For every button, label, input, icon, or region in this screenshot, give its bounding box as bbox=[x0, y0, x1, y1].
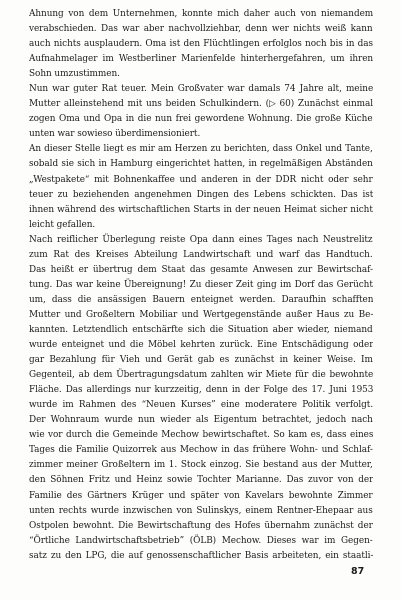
text-line: Mutter und Großeltern Mobiliar und Wertgegenstände außer Haus zu Be- bbox=[29, 309, 373, 320]
text-line: “Örtliche Landwirtschaftsbetrieb” (ÖLB) Mechow. Dieses war im Gegen- bbox=[29, 535, 373, 546]
text-line: „Westpakete“ mit Bohnenkaffee und anderen in der DDR nicht oder sehr bbox=[29, 174, 373, 185]
text-line: Tages die Familie Quizorrek aus Mechow in das frühere Wohn- und Schlaf- bbox=[29, 445, 373, 456]
text-line: Sohn umzustimmen. bbox=[29, 69, 120, 80]
text-line: unten war sowieso überdimensioniert. bbox=[29, 129, 201, 140]
text-line: tung. Das war keine Übereignung! Zu dieser Zeit ging im Dorf das Gerücht bbox=[29, 279, 373, 290]
text-line: zimmer meiner Großeltern im 1. Stock einzog. Sie bestand aus der Mutter, bbox=[29, 460, 373, 471]
body-text bbox=[29, 7, 373, 564]
text-line: Ostpolen bewohnt. Die Bewirtschaftung des Hofes übernahm zunächst der bbox=[29, 520, 373, 531]
text-line: Mutter alleinstehend mit uns beiden Schulkindern. (▷ 60) Zunächst einmal bbox=[29, 99, 373, 110]
text-line: verabschieden. Das war aber nachvollziehbar, denn wer nichts weiß kann bbox=[29, 24, 373, 35]
text-line: zum Rat des Kreises Abteilung Landwirtschaft und warf das Handtuch. bbox=[29, 249, 373, 260]
text-line: Nach reiflicher Überlegung reiste Opa dann eines Tages nach Neustrelitz bbox=[29, 234, 373, 245]
text-line: wurde enteignet und die Möbel kehrten zurück. Eine Entschädigung oder bbox=[29, 340, 373, 351]
text-line: zogen Oma und Opa in die nun frei gewordene Wohnung. Die große Küche bbox=[29, 114, 373, 125]
text-line: gar Bezahlung für Vieh und Gerät gab es zunächst in keiner Weise. Im bbox=[29, 355, 373, 366]
text-line: auch nichts ausplaudern. Oma ist den Flüchtlingen erfolglos noch bis in das bbox=[29, 39, 373, 50]
text-line: wie vor durch die Gemeinde Mechow bewirtschaftet. So kam es, dass eines bbox=[29, 430, 373, 441]
text-line: unten rechts wurde inzwischen von Sulinskys, einem Rentner-Ehepaar aus bbox=[29, 505, 373, 516]
text-line: um, dass die ansässigen Bauern enteignet werden. Daraufhin schafften bbox=[29, 294, 373, 305]
text-line: An dieser Stelle liegt es mir am Herzen zu berichten, dass Onkel und Tante, bbox=[29, 144, 373, 155]
text-line: Ahnung von dem Unternehmen, konnte mich daher auch von niemandem bbox=[29, 9, 373, 19]
text-line: teuer zu beziehenden angenehmen Dingen des Lebens schickten. Das ist bbox=[29, 189, 373, 200]
text-line: wurde im Rahmen des “Neuen Kurses” eine moderatere Politik verfolgt. bbox=[29, 400, 373, 411]
text-line: kannten. Letztendlich entschärfte sich die Situation aber wieder, niemand bbox=[29, 324, 373, 335]
text-line: satz zu den LPG, die auf genossenschaftlicher Basis arbeiteten, ein staatli- bbox=[29, 550, 373, 561]
page-number: 87 bbox=[351, 566, 365, 577]
text-line: Fläche. Das allerdings nur kurzzeitig, denn in der Folge des 17. Juni 1953 bbox=[29, 385, 373, 396]
text-line: den Söhnen Fritz und Heinz sowie Tochter Marianne. Das zuvor von der bbox=[29, 475, 373, 486]
text-line: ihnen während des wirtschaftlichen Starts in der neuen Heimat sicher nicht bbox=[29, 204, 373, 215]
text-line: Nun war guter Rat teuer. Mein Großvater war damals 74 Jahre alt, meine bbox=[29, 84, 373, 95]
text-line: Familie des Gärtners Krüger und später von Kavelars bewohnte Zimmer bbox=[29, 490, 373, 501]
text-line: Gegenteil, ab dem Übertragungsdatum zahlten wir Miete für die bewohnte bbox=[29, 370, 373, 381]
text-line: Aufnahmelager im Westberliner Marienfelde hinterhergefahren, um ihren bbox=[29, 54, 373, 65]
text-line: Das heißt er übertrug dem Staat das gesamte Anwesen zur Bewirtschaf- bbox=[29, 264, 373, 275]
text-line: Der Wohnraum wurde nun wieder als Eigentum betrachtet, jedoch nach bbox=[29, 415, 373, 426]
text-line: sobald sie sich in Hamburg eingerichtet hatten, in regelmäßigen Abständen bbox=[29, 159, 373, 170]
text-line: leicht gefallen. bbox=[29, 219, 96, 230]
